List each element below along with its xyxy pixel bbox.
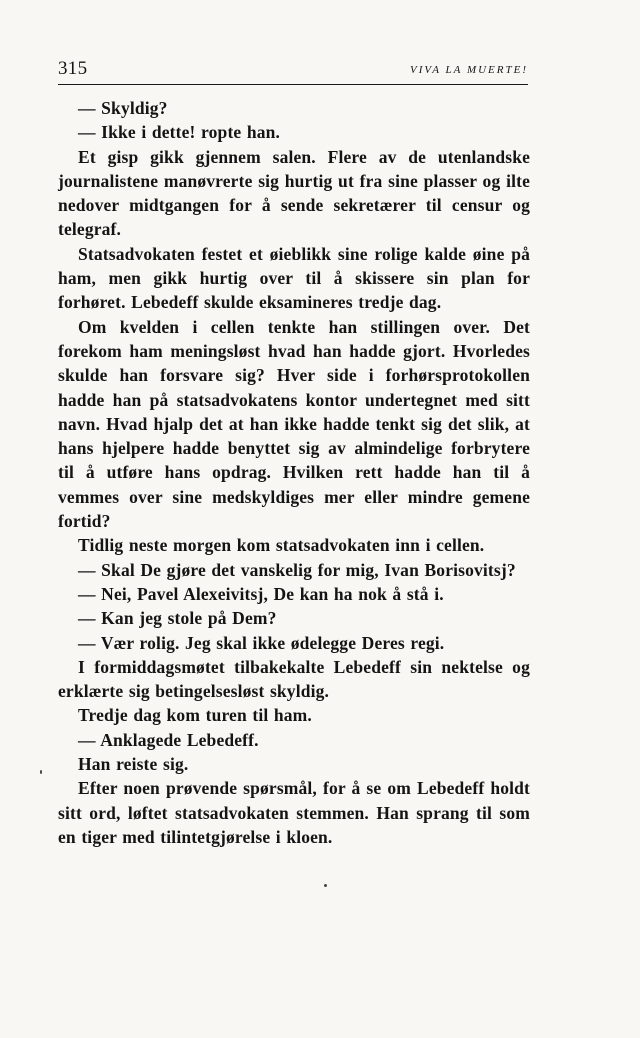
dialogue-line: — Anklagede Lebedeff. bbox=[78, 729, 259, 750]
paragraph: Tredje dag kom turen til ham. bbox=[78, 705, 312, 726]
paragraph: Et gisp gikk gjennem salen. Flere av de utenlandske journalistene manøvrerte sig hurtig ut fra sine plasser og ilte nedover midtgangen for å sende sekretærer til censur og telegraf. bbox=[58, 146, 530, 240]
print-speck bbox=[324, 884, 327, 887]
paragraph: Han reiste sig. bbox=[78, 754, 189, 775]
paragraph: Efter noen prøvende spørsmål, for å se om Lebedeff holdt sitt ord, løftet statsadvokaten stemmen. Han sprang til som en tiger med tilintetgjørelse i kloen. bbox=[58, 778, 530, 847]
print-speck bbox=[40, 770, 42, 774]
paragraph: I formiddagsmøtet tilbakekalte Lebedeff sin nektelse og erklærte sig betingelsesløst skyldig. bbox=[58, 656, 530, 702]
paragraph: Statsadvokaten festet et øieblikk sine rolige kalde øine på ham, men gikk hurtig over til å skissere sin plan for forhøret. Lebedeff skulde eksamineres tredje dag. bbox=[58, 243, 530, 313]
dialogue-line: — Ikke i dette! ropte han. bbox=[78, 122, 281, 143]
running-title: VIVA LA MUERTE! bbox=[410, 64, 528, 76]
dialogue-line: — Kan jeg stole på Dem? bbox=[78, 608, 277, 629]
dialogue-line: — Nei, Pavel Alexeivitsj, De kan ha nok å stå i. bbox=[78, 583, 444, 604]
dialogue-line: — Skal De gjøre det vanskelig for mig, Ivan Borisovitsj? bbox=[78, 559, 516, 580]
dialogue-line: — Skyldig? bbox=[78, 98, 168, 118]
page-number: 315 bbox=[58, 58, 88, 79]
page-header bbox=[58, 58, 528, 85]
dialogue-line: — Vær rolig. Jeg skal ikke ødelegge Deres regi. bbox=[78, 632, 445, 653]
paragraph: Om kvelden i cellen tenkte han stillingen over. Det forekom ham meningsløst hvad han hadde gjort. Hvorledes skulde han forsvare sig? Hver side i forhørsprotokollen hadde han på statsadvokatens kontor undertegnet med sitt navn. Hvad hjalp det at han ikke hadde tenkt sig det slik, at hans hjelpere hadde benyttet sig av almindelige forbrytere til å utføre hans opdrag. Hvilken rett hadde han til å vemmes over sine medskyldiges mer eller mindre gemene fortid? bbox=[58, 316, 530, 532]
paragraph: Tidlig neste morgen kom statsadvokaten inn i cellen. bbox=[78, 535, 485, 556]
body-text bbox=[58, 96, 530, 849]
